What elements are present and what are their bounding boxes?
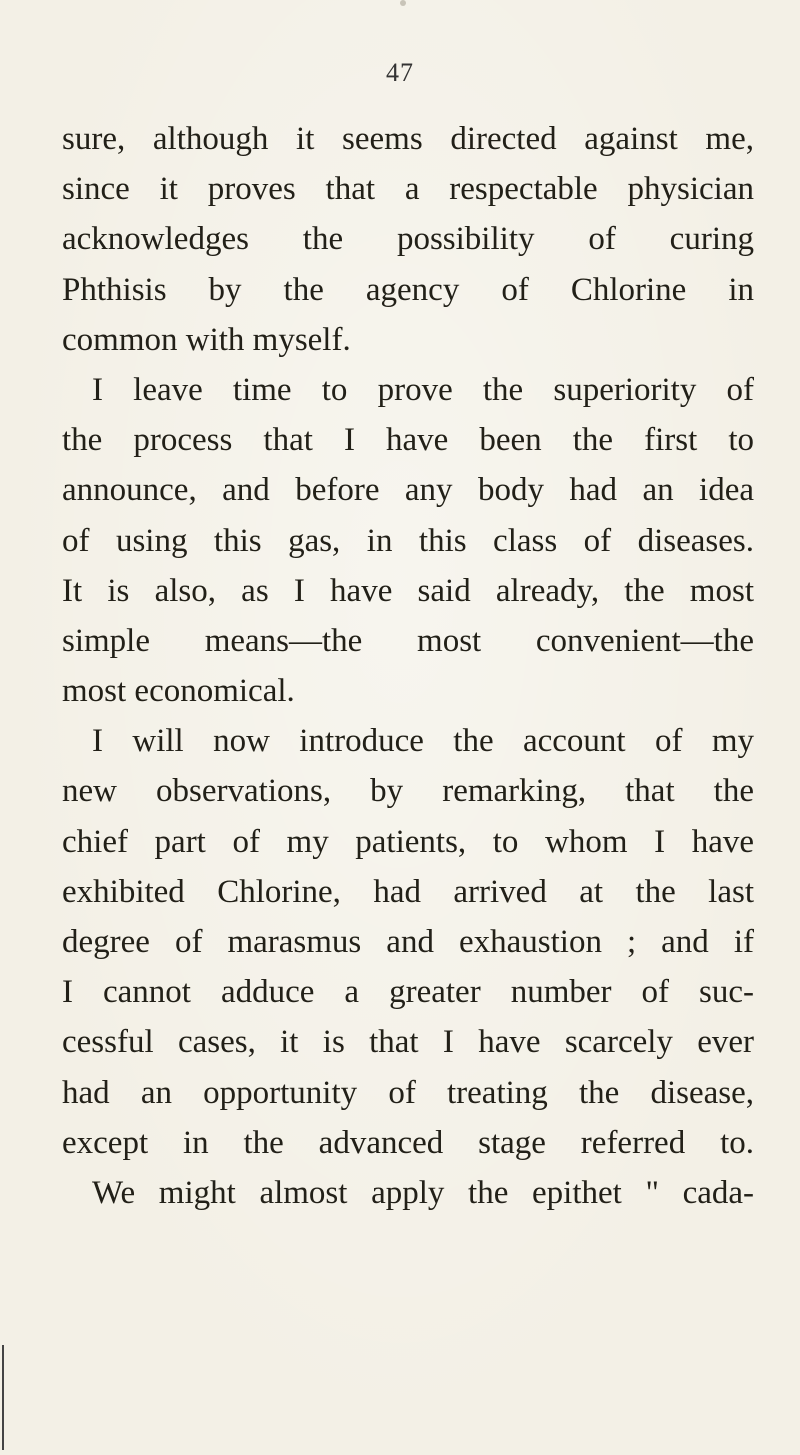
text-line: sure, although it seems directed against me, [62,121,754,157]
text-line: It is also, as I have said already, the most [62,572,754,609]
text-line: of using this gas, in this class of diseases. [62,522,754,559]
text-line: simple means—the most convenient—the [62,622,754,659]
text-line: since it proves that a respectable physician [62,171,754,208]
text-line: announce, and before any body had an idea [62,472,754,509]
paper-speck [400,0,406,6]
text-line: had an opportunity of treating the disease, [62,1074,754,1111]
page-number: 47 [386,58,414,87]
text-line: I leave time to prove the superiority of [92,371,754,408]
text-line: Phthisis by the agency of Chlorine in [62,271,754,308]
text-line: common with myself. [62,321,351,358]
text-line: acknowledges the possibility of curing [62,221,754,258]
text-line: chief part of my patients, to whom I have [62,823,754,860]
text-line: exhibited Chlorine, had arrived at the last [62,873,754,910]
text-line: I will now introduce the account of my [92,723,754,760]
text-line: except in the advanced stage referred to. [62,1124,754,1161]
body-text [62,114,754,1218]
text-line: I cannot adduce a greater number of suc- [62,974,754,1011]
text-line: degree of marasmus and exhaustion ; and if [62,924,754,960]
text-line: cessful cases, it is that I have scarcely ever [62,1024,754,1061]
text-line: the process that I have been the first to [62,422,754,459]
text-line: new observations, by remarking, that the [62,773,754,810]
text-line: We might almost apply the epithet " cada- [92,1174,754,1211]
text-line: most economical. [62,673,295,710]
page-edge-shadow [2,1345,4,1450]
